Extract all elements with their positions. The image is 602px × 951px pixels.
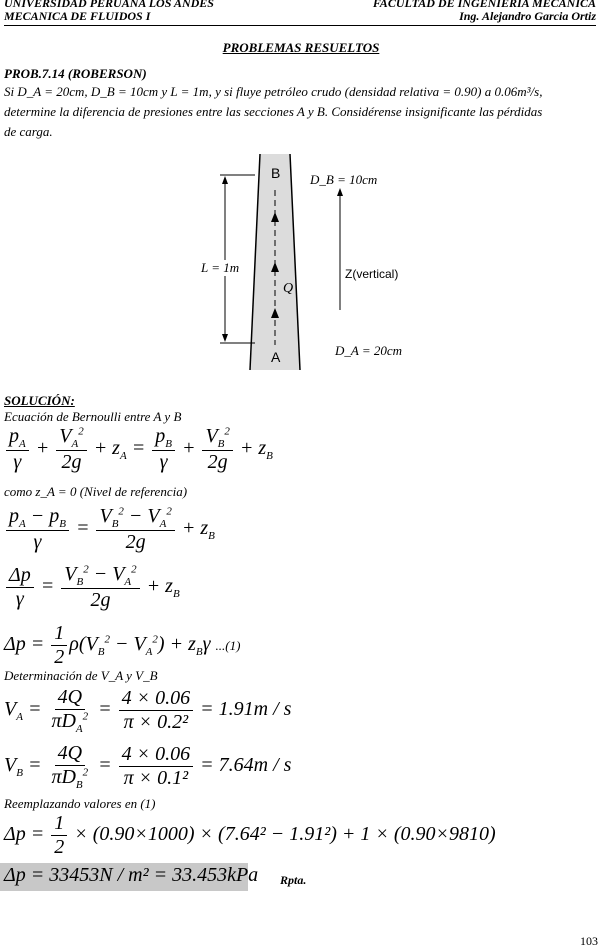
label-l: L = 1m <box>201 260 240 275</box>
label-z: Z(vertical) <box>345 267 399 281</box>
solution-heading: SOLUCIÓN: <box>4 393 75 408</box>
university-name: UNIVERSIDAD PERUANA LOS ANDES <box>4 0 214 10</box>
course-name: MECANICA DE FLUIDOS I <box>4 9 151 23</box>
header-divider <box>4 25 596 26</box>
text-replace: Reemplazando valores en (1) <box>4 796 156 811</box>
answer-label: Rpta. <box>280 873 307 887</box>
equation-1: Δp = $\frac{1}{2}$ $\rho(V_B^2 - V_A^2) + z_B\gamma$ ...(1) <box>4 622 241 668</box>
dim-arrow-icon <box>222 334 228 342</box>
page-number: 103 <box>580 934 598 948</box>
final-result: Δp = 33453N / m² = 33.453kPa <box>4 864 259 886</box>
header-right <box>373 0 596 23</box>
statement-line-1: Si D_A = 20cm, D_B = 10cm y L = 1m, y si fluye petróleo crudo (densidad relativa = 0.90) a 0.06m³/s, <box>4 84 543 99</box>
pipe-figure <box>195 150 425 372</box>
text-bernoulli: Ecuación de Bernoulli entre A y B <box>4 409 182 424</box>
equation-ref: ...(1) <box>215 638 241 654</box>
equation-3: $\frac{\Delta p}{\gamma}$ = $\frac{V_B^2 - V_A^2}{2g}$ + $z_B$ <box>4 563 180 612</box>
velocity-b: $V_B$ = $\frac{4Q}{\pi D_B^2}$ = $\frac{4 \times 0.06}{\text{π × 0.1²}}$ = 7.64m / s <box>4 742 292 791</box>
author-name: Ing. Alejandro Garcia Ortiz <box>459 9 596 23</box>
label-b: B <box>271 165 281 181</box>
statement-line-3: de carga. <box>4 124 53 139</box>
faculty-name: FACULTAD DE INGENIERIA MECANICA <box>372 0 596 10</box>
statement-line-2: determine la diferencia de presiones entre las secciones A y B. Considérense insignificante las pérdidas <box>4 104 543 119</box>
reference-level: como z_A = 0 (Nivel de referencia) <box>4 484 188 499</box>
label-q: Q <box>283 281 294 296</box>
header-left <box>4 0 214 23</box>
dim-arrow-icon <box>222 176 228 184</box>
label-da: D_A = 20cm <box>335 343 403 358</box>
label-db: D_B = 10cm <box>310 172 378 187</box>
bernoulli-equation: $\frac{p_A}{\gamma}$ + $\frac{V_A^2}{2g}$ + $z_A$ = $\frac{p_B}{\gamma}$ + $\frac{V_B^2}{2g}$ + $z_B$ <box>4 425 273 474</box>
velocity-a: $V_A$ = $\frac{4Q}{\pi D_A^2}$ = $\frac{4 \times 0.06}{\text{π × 0.2²}}$ = 1.91m / s <box>4 686 292 735</box>
text-velocities: Determinación de V_A y V_B <box>4 668 158 683</box>
label-a: A <box>271 349 281 365</box>
z-arrow-icon <box>337 188 343 196</box>
equation-2: $\frac{p_A - p_B}{\gamma}$ = $\frac{V_B^2 - V_A^2}{2g}$ + $z_B$ <box>4 505 215 554</box>
problem-statement <box>4 82 598 142</box>
page-title: PROBLEMAS RESUELTOS <box>222 40 380 55</box>
problem-label: PROB.7.14 (ROBERSON) <box>4 66 147 81</box>
substitution: Δp = $\frac{1}{2}$ × (0.90×1000) × (7.64² − 1.91²) + 1 × (0.90×9810) <box>4 812 496 858</box>
